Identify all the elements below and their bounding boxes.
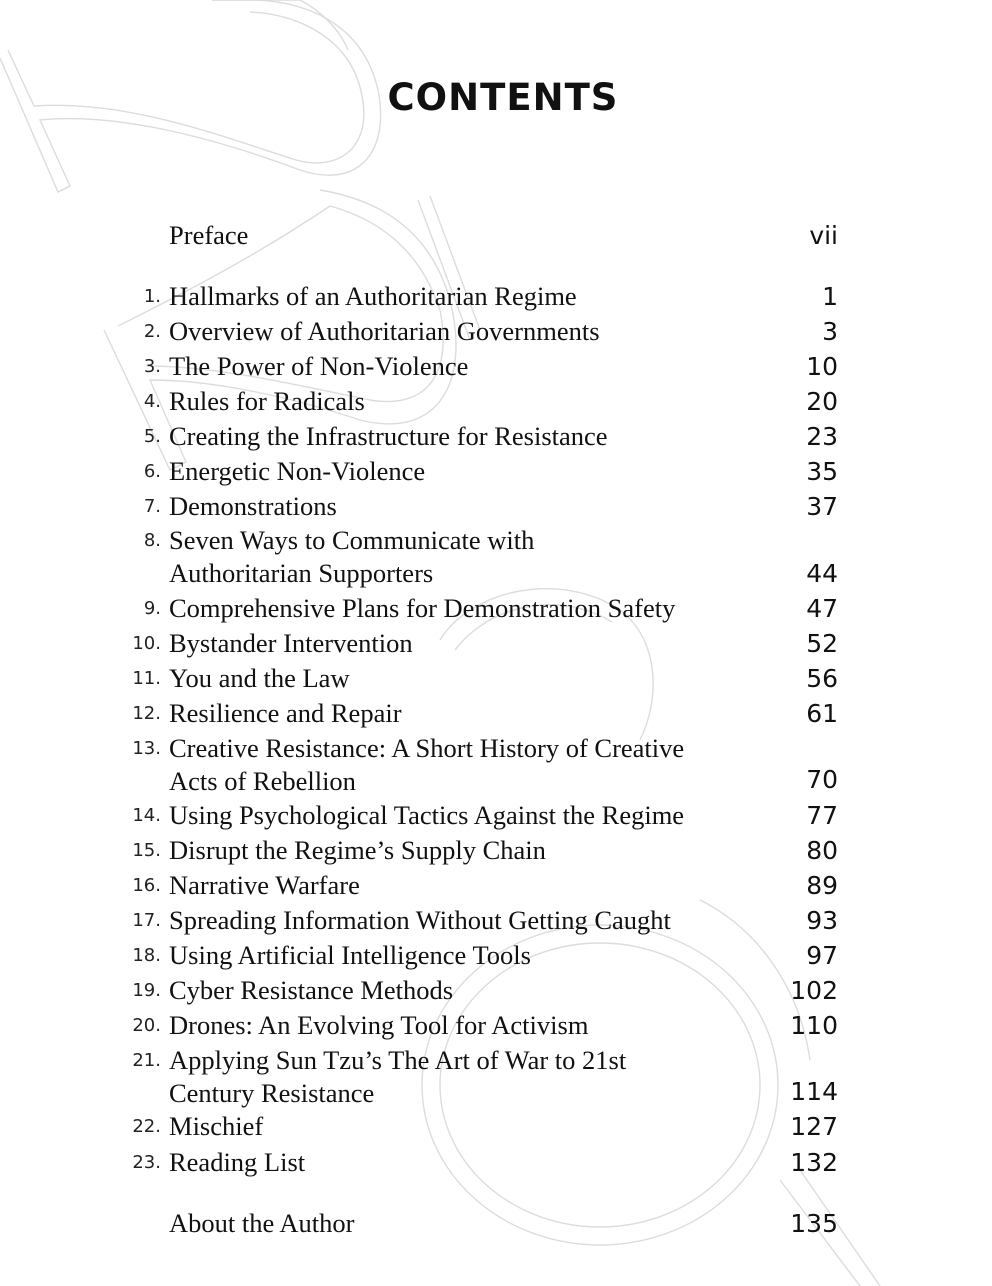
chapter-title: Disrupt the Regime’s Supply Chain <box>169 835 546 865</box>
chapter-page: 3 <box>822 317 838 346</box>
chapter-number: 1. <box>143 286 161 307</box>
chapter-page: 110 <box>790 1011 838 1040</box>
chapter-page: 56 <box>806 664 838 693</box>
page-title: CONTENTS <box>387 76 619 119</box>
chapter-title: Overview of Authoritarian Governments <box>169 316 600 346</box>
chapter-title: Creative Resistance: A Short History of Creative Acts of Rebellion <box>169 733 685 796</box>
chapter-number: 9. <box>143 598 161 619</box>
chapter-title: Creating the Infrastructure for Resistance <box>169 421 608 451</box>
chapter-page: 80 <box>806 836 838 865</box>
chapter-number: 5. <box>143 426 161 447</box>
chapter-page: 97 <box>806 941 838 970</box>
chapter-page: 61 <box>806 699 838 728</box>
chapter-page: 114 <box>790 1077 838 1106</box>
chapter-number: 8. <box>143 530 161 551</box>
chapter-page: 132 <box>790 1148 838 1177</box>
chapter-number: 15. <box>132 840 161 861</box>
toc-entry-title: About the Author <box>169 1208 355 1238</box>
chapter-title: Bystander Intervention <box>169 628 413 658</box>
toc-entry-page: 135 <box>790 1209 838 1238</box>
chapter-number: 11. <box>132 668 161 689</box>
chapter-title: Using Artificial Intelligence Tools <box>169 940 531 970</box>
chapter-number: 14. <box>132 805 161 826</box>
chapter-title: Comprehensive Plans for Demonstration Safety <box>169 593 676 623</box>
chapter-title: Applying Sun Tzu’s The Art of War to 21st Century Resistance <box>169 1045 627 1108</box>
chapter-page: 23 <box>806 422 838 451</box>
chapter-number: 19. <box>132 980 161 1001</box>
chapter-number: 16. <box>132 875 161 896</box>
chapter-title: Hallmarks of an Authoritarian Regime <box>169 281 577 311</box>
chapter-page: 1 <box>822 282 838 311</box>
chapter-page: 102 <box>790 976 838 1005</box>
chapter-page: 77 <box>806 801 838 830</box>
chapter-page: 93 <box>806 906 838 935</box>
chapter-title: Mischief <box>169 1111 264 1141</box>
chapter-number: 10. <box>132 633 161 654</box>
chapter-title: Drones: An Evolving Tool for Activism <box>169 1010 589 1040</box>
chapter-title: Using Psychological Tactics Against the Regime <box>169 800 685 830</box>
chapter-number: 22. <box>132 1116 161 1137</box>
chapter-title: Energetic Non-Violence <box>169 456 426 486</box>
chapter-page: 37 <box>806 492 838 521</box>
chapter-page: 52 <box>806 629 838 658</box>
chapter-number: 20. <box>132 1015 161 1036</box>
toc-entry-title: Preface <box>169 220 249 250</box>
chapter-title: Rules for Radicals <box>169 386 365 416</box>
chapter-number: 3. <box>143 356 161 377</box>
chapter-title: You and the Law <box>169 663 350 693</box>
chapter-number: 12. <box>132 703 161 724</box>
chapter-page: 89 <box>806 871 838 900</box>
chapter-page: 44 <box>806 559 838 588</box>
chapter-title: The Power of Non-Violence <box>169 351 469 381</box>
chapter-title: Seven Ways to Communicate with Authoritarian Supporters <box>169 525 535 588</box>
chapter-number: 7. <box>143 496 161 517</box>
chapter-page: 10 <box>806 352 838 381</box>
chapter-number: 17. <box>132 910 161 931</box>
chapter-number: 4. <box>143 391 161 412</box>
chapter-title: Narrative Warfare <box>169 870 360 900</box>
chapter-number: 18. <box>132 945 161 966</box>
chapter-title: Resilience and Repair <box>169 698 402 728</box>
chapter-page: 127 <box>790 1112 838 1141</box>
chapter-page: 70 <box>806 765 838 794</box>
chapter-number: 23. <box>132 1152 161 1173</box>
chapter-number: 6. <box>143 461 161 482</box>
chapter-page: 47 <box>806 594 838 623</box>
chapter-number: 21. <box>132 1050 161 1071</box>
chapter-title: Spreading Information Without Getting Caught <box>169 905 671 935</box>
chapter-page: 35 <box>806 457 838 486</box>
chapter-number: 2. <box>143 321 161 342</box>
chapter-title: Cyber Resistance Methods <box>169 975 454 1005</box>
chapter-title: Demonstrations <box>169 491 337 521</box>
chapter-title: Reading List <box>169 1147 306 1177</box>
chapter-page: 20 <box>806 387 838 416</box>
chapter-number: 13. <box>132 738 161 759</box>
toc-entry-page: vii <box>809 221 838 250</box>
